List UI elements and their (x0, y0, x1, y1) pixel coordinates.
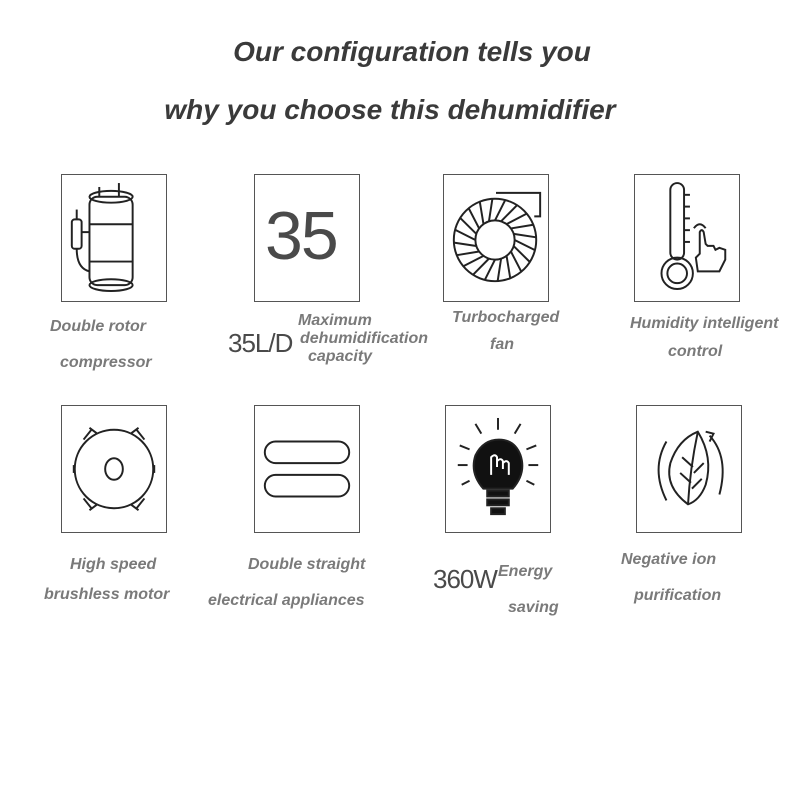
feature-card-double-straight (254, 405, 360, 533)
heading-line-1: Our configuration tells you (233, 36, 591, 67)
feature-2-line-1: Maximum (298, 312, 372, 329)
capacity-number: 35 (265, 198, 337, 274)
feature-card-capacity (254, 174, 360, 302)
feature-6-line-2: electrical appliances (208, 592, 365, 609)
double-bar-icon (255, 406, 359, 532)
feature-6-line-1: Double straight (248, 556, 366, 573)
turbo-fan-icon (444, 175, 548, 301)
feature-1-line-1: Double rotor (50, 318, 146, 335)
feature-card-compressor (61, 174, 167, 302)
feature-7-line-1: Energy (498, 563, 553, 580)
feature-2-line-3: capacity (308, 348, 373, 365)
heading-line-2: why you choose this dehumidifier (164, 94, 616, 125)
feature-card-fan (443, 174, 549, 302)
feature-2-line-2: dehumidification (300, 330, 428, 347)
feature-3-line-1: Turbocharged (452, 309, 560, 326)
feature-card-energy (445, 405, 551, 533)
feature-4-line-2: control (668, 343, 723, 360)
feature-3-line-2: fan (490, 336, 514, 353)
capacity-spec: 35L/D (228, 328, 293, 358)
feature-4-line-1: Humidity intelligent (630, 315, 779, 332)
feature-5-line-1: High speed (70, 556, 157, 573)
feature-card-motor (61, 405, 167, 533)
feature-8-line-2: purification (634, 587, 722, 604)
brushless-motor-icon (62, 406, 166, 532)
feature-1-line-2: compressor (60, 354, 152, 371)
leaf-cycle-icon (637, 406, 741, 532)
thermometer-touch-icon (635, 175, 739, 301)
feature-card-humidity (634, 174, 740, 302)
feature-7-line-2: saving (508, 599, 559, 616)
feature-8-line-1: Negative ion (621, 551, 717, 568)
energy-spec: 360W (433, 564, 497, 594)
feature-5-line-2: brushless motor (44, 586, 170, 603)
feature-card-purification (636, 405, 742, 533)
compressor-icon (62, 175, 166, 301)
light-bulb-icon (446, 406, 550, 532)
